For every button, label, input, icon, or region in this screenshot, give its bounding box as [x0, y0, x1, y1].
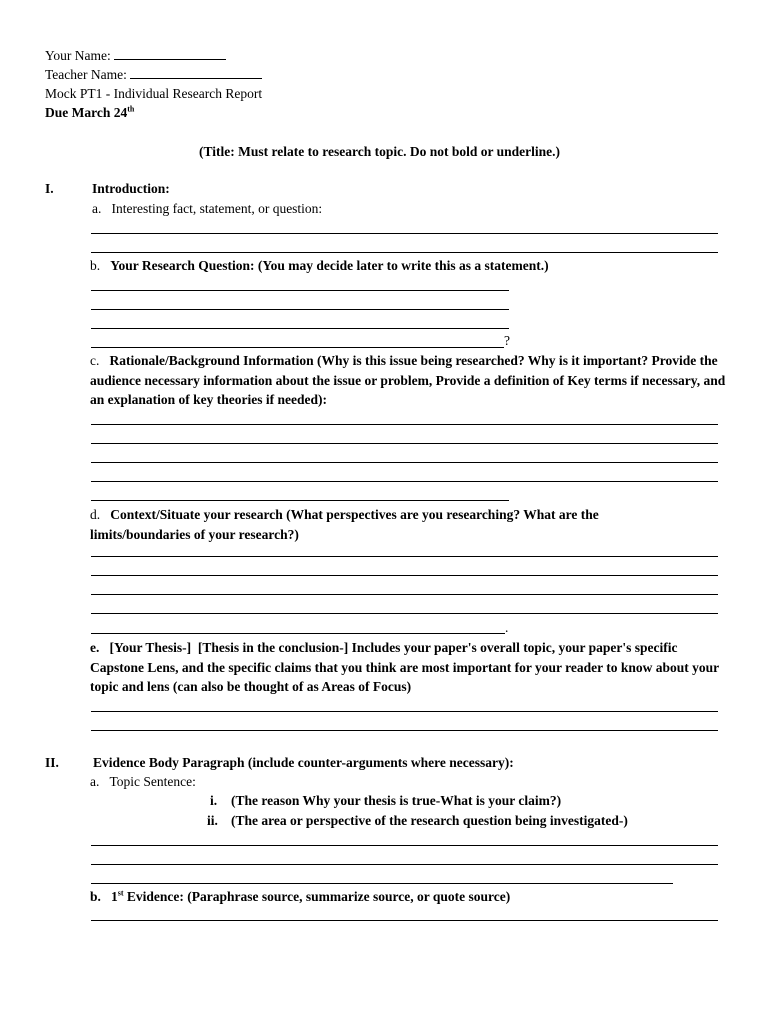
answer-line[interactable] — [91, 730, 718, 731]
name-label: Your Name: — [45, 48, 111, 63]
section-1-heading: Introduction: — [92, 181, 170, 196]
item-2a-i-marker: i. — [210, 793, 218, 808]
section-2-numeral: II. — [45, 755, 59, 770]
section-2-heading: Evidence Body Paragraph (include counter-arguments where necessary): — [93, 755, 514, 770]
answer-line[interactable] — [91, 233, 718, 234]
period-mark: . — [505, 620, 509, 635]
answer-line[interactable] — [91, 347, 504, 348]
question-mark: ? — [504, 333, 510, 348]
item-1c: c. Rationale/Background Information (Why is this issue being researched? Why is it important? Provide the audience necessary information about the issue or problem, Provide a definition of Key terms if necessary, and an explanation of key theories if needed): — [90, 353, 726, 407]
answer-line[interactable] — [91, 443, 718, 444]
answer-line[interactable] — [91, 309, 509, 310]
item-2a: a. Topic Sentence: — [90, 774, 196, 789]
assignment-title: Mock PT1 - Individual Research Report — [45, 86, 263, 101]
answer-line[interactable] — [91, 711, 718, 712]
teacher-blank[interactable] — [130, 66, 262, 79]
due-date: Due March 24th — [45, 104, 135, 120]
answer-line[interactable] — [91, 864, 718, 865]
item-2a-ii-marker: ii. — [207, 813, 218, 828]
answer-line[interactable] — [91, 500, 509, 501]
answer-line[interactable] — [91, 575, 718, 576]
item-2a-ii-text: (The area or perspective of the research question being investigated-) — [231, 813, 628, 828]
item-2a-i-text: (The reason Why your thesis is true-What is your claim?) — [231, 793, 562, 808]
answer-line[interactable] — [91, 613, 718, 614]
section-1-numeral: I. — [45, 181, 54, 196]
name-field-row — [45, 47, 226, 65]
answer-line[interactable] — [91, 462, 718, 463]
item-1a: a. Interesting fact, statement, or question: — [92, 201, 323, 216]
answer-line[interactable] — [91, 328, 509, 329]
answer-line[interactable] — [91, 290, 509, 291]
teacher-field-row — [45, 66, 262, 84]
answer-line[interactable] — [91, 252, 718, 253]
name-blank[interactable] — [114, 47, 226, 60]
answer-line[interactable] — [91, 845, 718, 846]
item-2b: b. 1st Evidence: (Paraphrase source, summarize source, or quote source) — [90, 888, 511, 904]
answer-line[interactable] — [91, 633, 505, 634]
item-1d: d. Context/Situate your research (What perspectives are you researching? What are the limits/boundaries of your research?) — [90, 507, 599, 542]
answer-line[interactable] — [91, 556, 718, 557]
item-1e: e. [Your Thesis-] [Thesis in the conclusion-] Includes your paper's overall topic, your paper's specific Capstone Lens, and the specific claims that you think are most important for your reader to know about your topic and lens (can also be thought of as Areas of Focus) — [90, 640, 719, 694]
title-instruction: (Title: Must relate to research topic. Do not bold or underline.) — [199, 144, 560, 159]
answer-line[interactable] — [91, 883, 673, 884]
answer-line[interactable] — [91, 594, 718, 595]
answer-line[interactable] — [91, 920, 718, 921]
answer-line[interactable] — [91, 481, 718, 482]
answer-line[interactable] — [91, 424, 718, 425]
item-1b: b. Your Research Question: (You may decide later to write this as a statement.) — [90, 258, 549, 273]
teacher-label: Teacher Name: — [45, 67, 127, 82]
